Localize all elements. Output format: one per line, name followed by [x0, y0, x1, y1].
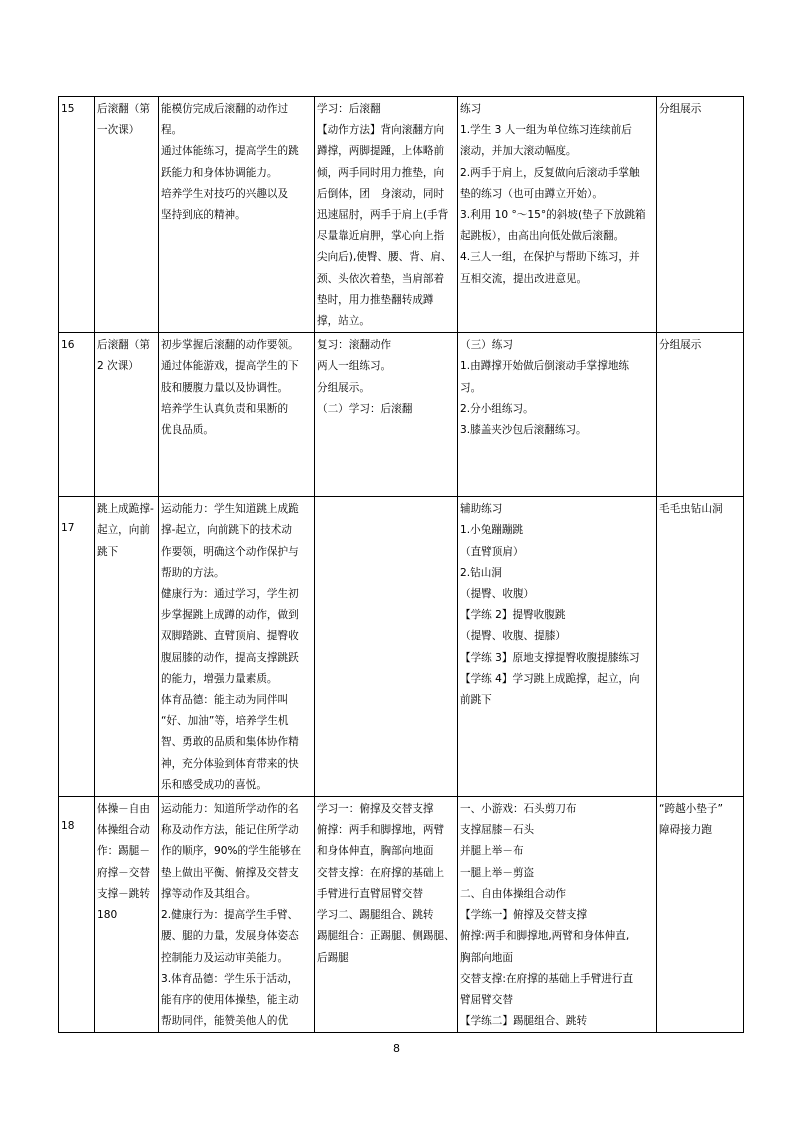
lesson-number-cell — [59, 97, 95, 333]
practice-line: 练习 — [460, 103, 482, 115]
note-line: 毛毛虫钻山洞 — [659, 503, 723, 516]
table-row — [59, 797, 744, 1033]
practice-line: 【学练 3】原地支撑提臀收腹提膝练习 — [460, 651, 640, 664]
practice-line: 1.小兔蹦蹦跳 — [460, 524, 524, 537]
content-line: 复习：滚翻动作 — [317, 339, 392, 352]
topic-cell — [95, 497, 159, 797]
practice-line: 交替支撑:在府撑的基础上手臂进行直 — [460, 972, 634, 985]
goals-line: 培养学生认真负责和果断的 — [161, 402, 289, 415]
table-row — [59, 333, 744, 497]
practice-line: 2.钻山洞 — [460, 566, 502, 579]
practice-line: 【学练二】踢腿组合、跳转 — [460, 1015, 588, 1028]
goals-line: 帮助同伴，能赞美他人的优 — [161, 1015, 289, 1028]
practice-cell — [458, 333, 657, 497]
content-line: 尽量靠近肩胛，掌心向上指 — [317, 230, 445, 243]
goals-line: 优良品质。 — [161, 424, 214, 437]
practice-cell — [458, 97, 657, 333]
content-line: 学习：后滚翻 — [317, 103, 381, 115]
goals-line: 撑-起立，向前跳下的技术动 — [161, 524, 292, 537]
content-cell — [315, 497, 458, 797]
goals-line: 智、勇敢的品质和集体协作精 — [161, 736, 299, 749]
goals-line: 健康行为：通过学习，学生初 — [161, 588, 299, 601]
content-line: 交替支撑：在府撑的基础上 — [317, 866, 445, 879]
topic-line: 作：踢腿－ — [97, 845, 150, 858]
content-line: 后踢腿 — [317, 951, 349, 964]
lesson-number: 16 — [61, 339, 75, 352]
practice-cell — [458, 797, 657, 1033]
practice-line: 并腿上举－布 — [460, 845, 524, 858]
content-line: 倾，两手同时用力推垫，向 — [317, 166, 445, 179]
page-number: 8 — [393, 1042, 400, 1055]
content-line: 撑，站立。 — [317, 315, 370, 328]
goals-line: 神，充分体验到体育带来的快 — [161, 757, 299, 770]
practice-line: 俯撑:两手和脚撑地,两臂和身体伸直, — [460, 930, 630, 943]
goals-line: 程。 — [161, 124, 183, 137]
topic-line: 一次课） — [97, 124, 140, 137]
practice-cell — [458, 497, 657, 797]
practice-line: 【学练 4】学习跳上成跪撑，起立，向 — [460, 672, 640, 685]
table-row — [59, 97, 744, 333]
note-cell — [657, 333, 744, 497]
content-line: 【动作方法】背向滚翻方向 — [317, 124, 445, 137]
goals-line: 撑等动作及其组合。 — [161, 887, 257, 900]
goals-line: 乐和感受成功的喜悦。 — [161, 778, 267, 791]
content-line: 分组展示。 — [317, 381, 370, 394]
practice-line: 一、小游戏：石头剪刀布 — [460, 803, 577, 816]
goals-line: 腹屈膝的动作，提高支撑跳跃 — [161, 651, 299, 664]
practice-line: （直臂顶肩） — [460, 545, 524, 558]
content-line: 学习一：俯撑及交替支撑 — [317, 803, 434, 816]
goals-line: 步掌握跳上成蹲的动作，做到 — [161, 609, 299, 622]
topic-line: 180 — [97, 909, 118, 922]
goals-line: 腰、腿的力量，发展身体姿态 — [161, 930, 299, 943]
goals-line: 垫上做出平衡、俯撑及交替支 — [161, 866, 299, 879]
content-line: 踢腿组合：正踢腿、侧踢腿、 — [317, 930, 455, 943]
content-cell — [315, 797, 458, 1033]
goals-line: 通过体能练习，提高学生的跳 — [161, 145, 299, 158]
practice-line: （提臀、收腹） — [460, 588, 535, 601]
goals-line: 称及动作方法，能记住所学动 — [161, 824, 299, 837]
topic-line: 跳下 — [97, 545, 119, 558]
goals-line: 培养学生对技巧的兴趣以及 — [161, 187, 289, 200]
topic-line: 体操－自由 — [97, 803, 150, 816]
note-line: 障碍接力跑 — [659, 824, 712, 837]
note-cell — [657, 797, 744, 1033]
content-line: 后倒体，团 身滚动，同时 — [317, 187, 445, 200]
goals-line: 通过体能游戏，提高学生的下 — [161, 360, 299, 373]
content-line: 蹲撑，两脚提踵，上体略前 — [317, 145, 445, 158]
content-line: 两人一组练习。 — [317, 360, 392, 373]
lesson-number-cell — [59, 797, 95, 1033]
topic-line: 2 次课） — [97, 360, 139, 373]
goals-line: 的能力，增强力量素质。 — [161, 672, 278, 685]
content-line: （二）学习：后滚翻 — [317, 402, 413, 415]
practice-line: 前跳下 — [460, 694, 492, 707]
topic-cell — [95, 97, 159, 333]
content-cell — [315, 333, 458, 497]
content-cell — [315, 97, 458, 333]
content-line: 尖向后),使臀、腰、背、肩、 — [317, 251, 452, 264]
goals-line: 肢和腰腹力量以及协调性。 — [161, 381, 289, 394]
content-line: 学习二、踢腿组合、跳转 — [317, 909, 434, 922]
goals-line: 控制能力及运动审美能力。 — [161, 951, 289, 964]
goals-line: 作的顺序，90%的学生能够在 — [161, 845, 302, 858]
topic-line: 府撑－交替 — [97, 866, 150, 879]
practice-line: 【学练一】俯撑及交替支撑 — [460, 909, 588, 922]
content-line: 颈、头依次着垫，当肩部着 — [317, 272, 445, 285]
goals-line: 运动能力：知道所学动作的名 — [161, 803, 299, 816]
practice-line: 4.三人一组，在保护与帮助下练习，并 — [460, 251, 640, 264]
lesson-plan-table — [58, 96, 744, 1033]
practice-line: 辅助练习 — [460, 503, 503, 516]
goals-line: 运动能力：学生知道跳上成跪 — [161, 503, 299, 516]
goals-line: 跃能力和身体协调能力。 — [161, 166, 278, 179]
practice-line: 1.由蹲撑开始做后倒滚动手掌撑地练 — [460, 360, 630, 373]
practice-line: 3.利用 10 °～15°的斜坡(垫子下放跳箱 — [460, 209, 646, 222]
practice-line: 【学练 2】提臀收腹跳 — [460, 609, 566, 622]
topic-line: 后滚翻（第 — [97, 103, 150, 115]
goals-cell — [159, 797, 315, 1033]
practice-line: 互相交流，提出改进意见。 — [460, 272, 588, 285]
content-line: 俯撑：两手和脚撑地，两臂 — [317, 824, 445, 837]
practice-line: （提臀、收腹、提膝） — [460, 630, 566, 643]
practice-line: 2.两手于肩上，反复做向后滚动手掌触 — [460, 166, 640, 179]
practice-line: 3.膝盖夹沙包后滚翻练习。 — [460, 424, 587, 437]
content-line: 迅速屈肘，两手于肩上(手背 — [317, 209, 449, 222]
goals-line: “好、加油”等，培养学生机 — [161, 715, 289, 728]
practice-line: 臂屈臂交替 — [460, 993, 513, 1006]
practice-line: 2.分小组练习。 — [460, 402, 534, 415]
practice-line: 垫的练习（也可由蹲立开始）。 — [460, 187, 604, 200]
goals-cell — [159, 97, 315, 333]
goals-cell — [159, 333, 315, 497]
note-line: “跨越小垫子” — [659, 803, 723, 816]
practice-line: 1.学生 3 人一组为单位练习连续前后 — [460, 124, 632, 137]
topic-line: 后滚翻（第 — [97, 339, 150, 352]
content-line: 手臂进行直臂屈臂交替 — [317, 887, 423, 900]
lesson-number-cell — [59, 497, 95, 797]
practice-line: 二、自由体操组合动作 — [460, 887, 566, 900]
goals-line: 初步掌握后滚翻的动作要领。 — [161, 339, 299, 352]
note-cell — [657, 497, 744, 797]
practice-line: （三）练习 — [460, 339, 513, 352]
content-line: 和身体伸直，胸部向地面 — [317, 845, 434, 858]
goals-line: 双脚踏跳、直臂顶肩、提臀收 — [161, 630, 299, 643]
goals-cell — [159, 497, 315, 797]
practice-line: 胸部向地面 — [460, 951, 513, 964]
topic-cell — [95, 333, 159, 497]
practice-line: 滚动，并加大滚动幅度。 — [460, 145, 577, 158]
topic-line: 起立，向前 — [97, 524, 150, 537]
goals-line: 坚持到底的精神。 — [161, 209, 246, 222]
table-row — [59, 497, 744, 797]
topic-line: 跳上成跪撑- — [97, 503, 154, 516]
goals-line: 作要领，明确这个动作保护与 — [161, 545, 299, 558]
lesson-number: 15 — [61, 103, 75, 115]
goals-line: 2.健康行为：提高学生手臂、 — [161, 909, 299, 922]
topic-line: 体操组合动 — [97, 824, 150, 837]
goals-line: 帮助的方法。 — [161, 566, 225, 579]
goals-line: 能模仿完成后滚翻的动作过 — [161, 103, 289, 115]
note-line: 分组展示 — [659, 339, 702, 352]
content-line: 垫时，用力推垫翻转成蹲 — [317, 293, 434, 306]
goals-line: 3.体育品德：学生乐于活动， — [161, 972, 299, 985]
note-line: 分组展示 — [659, 103, 702, 115]
note-cell — [657, 97, 744, 333]
lesson-number: 18 — [61, 820, 75, 833]
practice-line: 习。 — [460, 381, 482, 394]
goals-line: 能有序的使用体操垫，能主动 — [161, 993, 299, 1006]
practice-line: 起跳板），由高出向低处做后滚翻。 — [460, 230, 625, 243]
topic-cell — [95, 797, 159, 1033]
lesson-number: 17 — [61, 522, 75, 535]
table-body — [59, 97, 744, 1033]
practice-line: 支撑屈膝－石头 — [460, 824, 535, 837]
practice-line: 一腿上举－剪盗 — [460, 866, 535, 879]
lesson-number-cell — [59, 333, 95, 497]
topic-line: 支撑－跳转 — [97, 887, 150, 900]
goals-line: 体育品德：能主动为同伴叫 — [161, 694, 289, 707]
